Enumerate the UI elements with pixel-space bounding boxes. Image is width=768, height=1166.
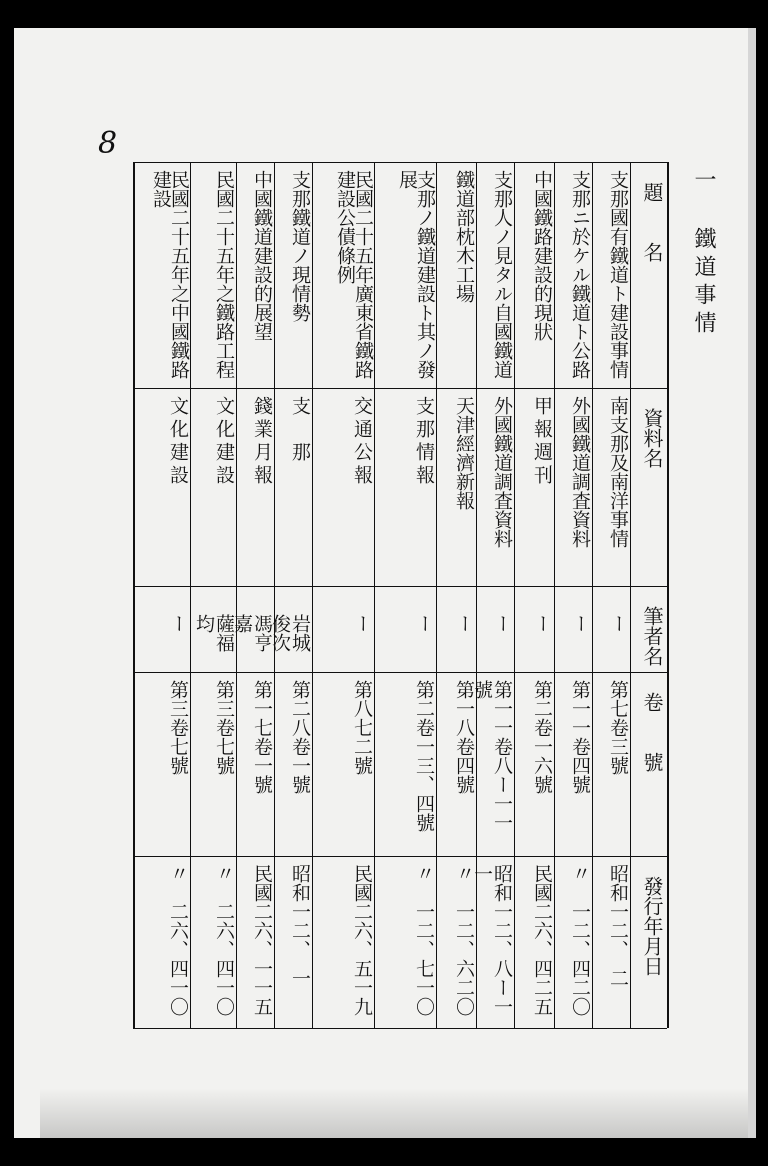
- table-rule-horizontal: [133, 672, 667, 673]
- row-5-author: ー: [453, 614, 475, 633]
- row-6-volume: 第二卷一三、四號: [413, 680, 435, 832]
- table-rule-vertical: [374, 162, 375, 1028]
- row-4-date: 昭和一二、八ー一一: [471, 864, 513, 1016]
- table-rule-horizontal: [133, 388, 667, 389]
- row-1-source: 南支那及南洋事情: [607, 396, 629, 548]
- row-10-source: 文化建設: [213, 396, 235, 488]
- table-rule-vertical: [630, 162, 631, 1028]
- row-10-title: 民國二十五年之鐵路工程: [213, 170, 235, 379]
- table-rule-horizontal: [133, 162, 667, 163]
- row-2-source: 外國鐵道調査資料: [569, 396, 591, 548]
- table-rule-vertical: [436, 162, 437, 1028]
- table-rule-horizontal: [133, 1028, 667, 1029]
- table-rule-vertical: [190, 162, 191, 1028]
- table-rule-vertical: [592, 162, 593, 1028]
- header-date: 發行年月日: [640, 876, 664, 976]
- row-6-date: 〃 一二、七一〇: [413, 864, 435, 1016]
- row-1-title: 支那國有鐵道ト建設事情: [607, 170, 629, 379]
- table-rule-vertical: [667, 162, 669, 1028]
- row-6-source: 支那情報: [413, 396, 435, 488]
- row-8-source: 支 那: [289, 396, 311, 465]
- row-5-source: 天津經濟新報: [453, 396, 475, 510]
- row-2-title: 支那ニ於ケル鐵道ト公路: [569, 170, 591, 379]
- row-3-date: 民國二六、四二五: [531, 864, 553, 1016]
- row-9-volume: 第一七卷一號: [251, 680, 273, 794]
- header-title: 題 名: [640, 182, 664, 262]
- row-9-date: 民國二六、一一五: [251, 864, 273, 1016]
- row-3-title: 中國鐵路建設的現狀: [531, 170, 553, 341]
- row-4-title: 支那人ノ見タル自國鐵道: [491, 170, 513, 379]
- row-8-title: 支那鐵道ノ現情勢: [289, 170, 311, 322]
- row-2-date: 〃 一二、四二〇: [569, 864, 591, 1016]
- row-6-author: ー: [413, 614, 435, 633]
- table-rule-vertical: [274, 162, 275, 1028]
- row-7-volume: 第八七二號: [351, 680, 373, 775]
- row-10-date: 〃 二六、四一〇: [213, 864, 235, 1016]
- row-9-title: 中國鐵道建設的展望: [251, 170, 273, 341]
- row-3-volume: 第二卷一六號: [531, 680, 553, 794]
- header-author: 筆者名: [640, 606, 664, 666]
- row-7-title: 民國二十五年廣東省鐵路建設公債條例: [334, 170, 374, 379]
- row-11-author: ー: [167, 614, 189, 633]
- row-1-volume: 第七卷三號: [607, 680, 629, 775]
- row-11-volume: 第三卷七號: [167, 680, 189, 775]
- row-4-volume: 第一一卷八ー一一號: [471, 680, 513, 832]
- page-mark: 8: [98, 126, 118, 161]
- table-rule-vertical: [554, 162, 555, 1028]
- row-7-source: 交通公報: [351, 396, 373, 488]
- row-4-source: 外國鐵道調査資料: [491, 396, 513, 548]
- row-1-date: 昭和一二、 二: [607, 864, 629, 988]
- row-11-source: 文化建設: [167, 396, 189, 488]
- header-volume: 卷 號: [640, 692, 664, 772]
- row-2-author: ー: [569, 614, 591, 633]
- row-8-volume: 第二八卷一號: [289, 680, 311, 794]
- table-rule-vertical: [476, 162, 477, 1028]
- header-source: 資料名: [640, 408, 664, 468]
- row-2-volume: 第一一卷四號: [569, 680, 591, 794]
- row-5-title: 鐵道部枕木工場: [453, 170, 475, 303]
- row-9-source: 錢業月報: [251, 396, 273, 488]
- row-10-volume: 第三卷七號: [213, 680, 235, 775]
- row-1-author: ー: [607, 614, 629, 633]
- row-11-date: 〃 二六、四一〇: [167, 864, 189, 1016]
- table-rule-vertical: [514, 162, 515, 1028]
- row-5-date: 〃 一二、六二〇: [453, 864, 475, 1016]
- row-6-title: 支那ノ鐵道建設ト其ノ發展: [396, 170, 436, 379]
- row-5-volume: 第一八卷四號: [453, 680, 475, 794]
- table-rule-vertical: [236, 162, 237, 1028]
- row-4-author: ー: [491, 614, 513, 633]
- row-7-author: ー: [351, 614, 373, 633]
- row-9-author: 馮亨嘉: [231, 614, 273, 652]
- row-11-title: 民國二十五年之中國鐵路建設: [150, 170, 190, 379]
- row-8-author: 岩城俊次: [269, 614, 311, 652]
- row-10-author: 薩福均: [193, 614, 235, 652]
- row-8-date: 昭和一二、 一: [289, 864, 311, 988]
- table-rule-vertical: [312, 162, 313, 1028]
- table-rule-horizontal: [133, 586, 667, 587]
- row-3-source: 甲報週刊: [531, 396, 553, 488]
- row-7-date: 民國二六、五一九: [351, 864, 373, 1016]
- running-head: 一 鐵道事情: [691, 168, 716, 339]
- row-3-author: ー: [531, 614, 553, 633]
- table-rule-horizontal: [133, 856, 667, 857]
